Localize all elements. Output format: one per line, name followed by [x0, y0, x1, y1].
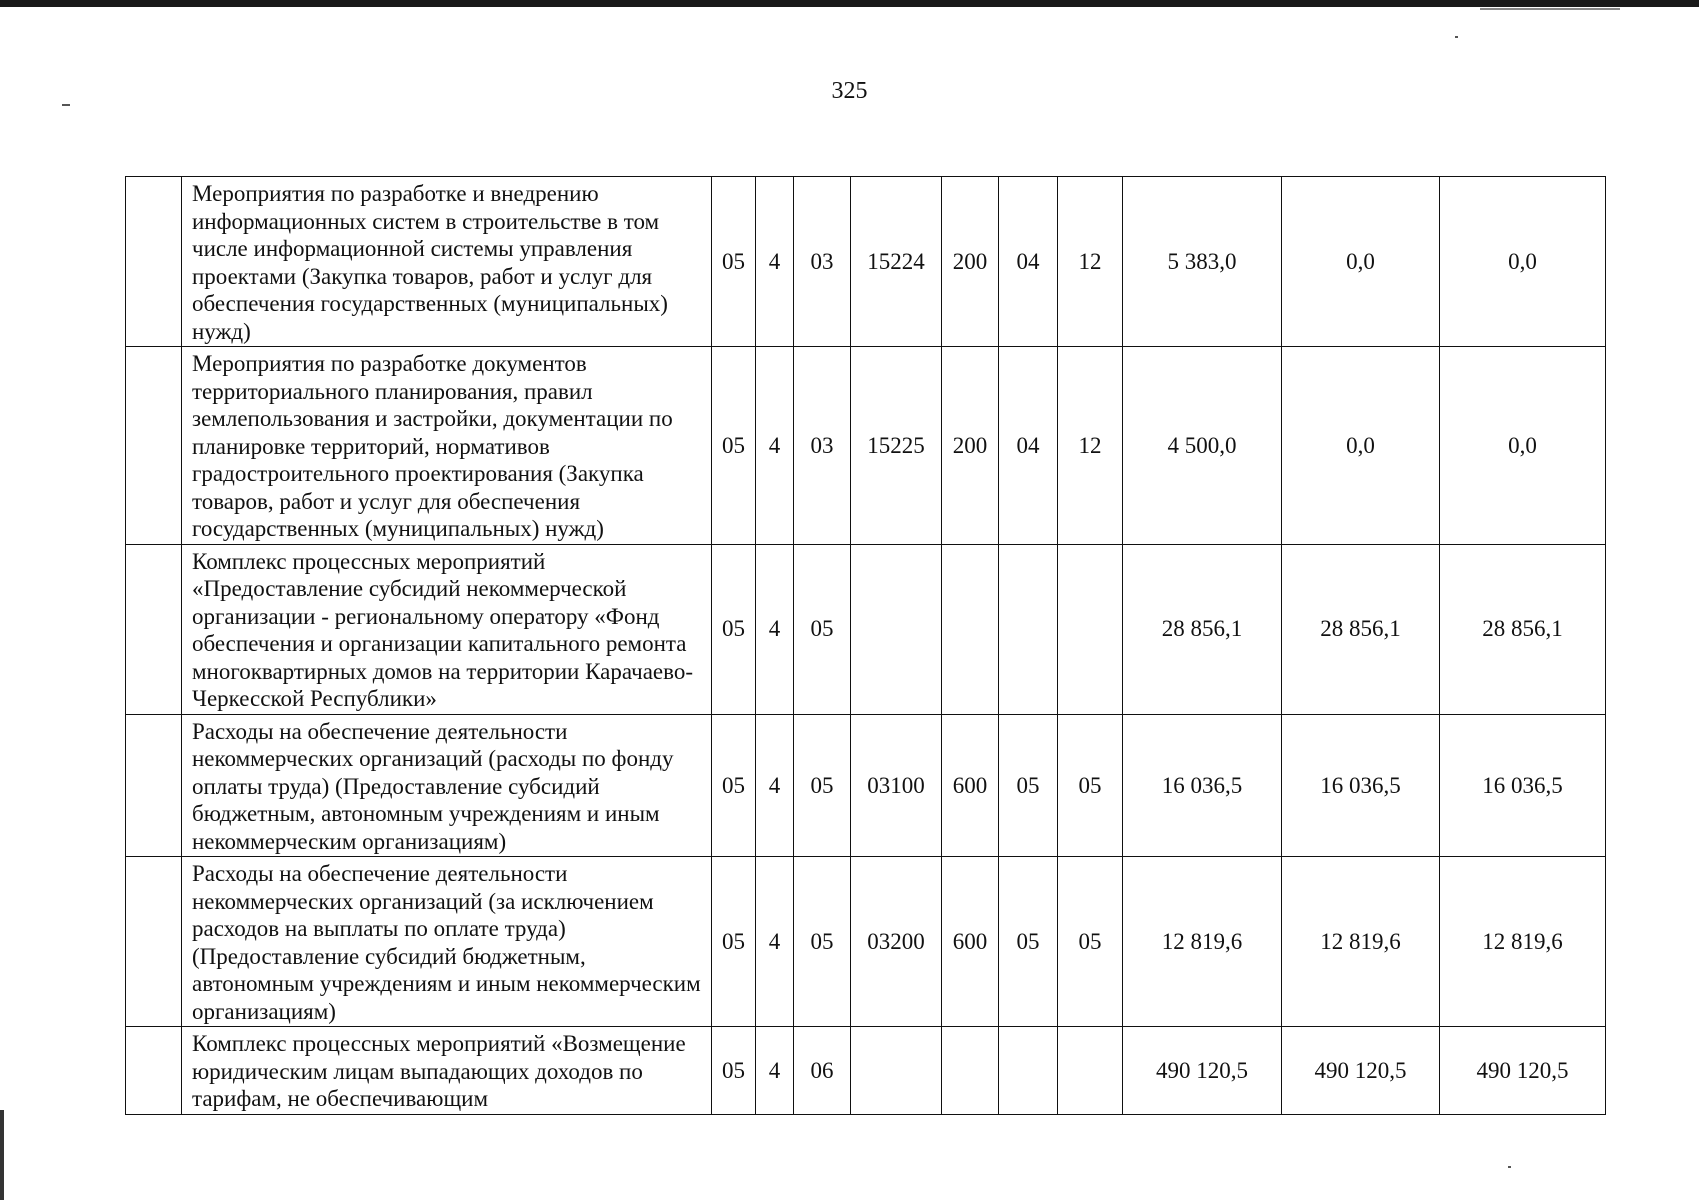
code-program-type: 4 — [756, 544, 794, 714]
code-subsection — [1058, 1027, 1123, 1115]
amount-year-2: 490 120,5 — [1282, 1027, 1440, 1115]
amount-year-3: 16 036,5 — [1440, 714, 1606, 857]
amount-year-3: 490 120,5 — [1440, 1027, 1606, 1115]
amount-year-3: 0,0 — [1440, 347, 1606, 545]
table-row — [126, 347, 1606, 545]
code-subprogram: 06 — [794, 1027, 851, 1115]
row-index-cell — [126, 1027, 182, 1115]
code-program-type: 4 — [756, 857, 794, 1027]
code-subprogram: 05 — [794, 714, 851, 857]
budget-table — [125, 176, 1606, 1115]
code-direction — [851, 1027, 942, 1115]
code-section: 04 — [999, 177, 1058, 347]
code-section — [999, 1027, 1058, 1115]
amount-year-3: 0,0 — [1440, 177, 1606, 347]
code-direction: 03100 — [851, 714, 942, 857]
amount-year-3: 28 856,1 — [1440, 544, 1606, 714]
code-ministry: 05 — [712, 544, 756, 714]
code-subprogram: 05 — [794, 544, 851, 714]
item-name: Мероприятия по разработке документов территориального планирования, правил землепользования и застройки, документации по планировке территорий, нормативов градостроительного проектирования (Закупка товаров, работ и услуг для обеспечения государственных (муниципальных) нужд) — [182, 347, 712, 545]
row-index-cell — [126, 347, 182, 545]
code-direction: 15225 — [851, 347, 942, 545]
row-index-cell — [126, 544, 182, 714]
row-index-cell — [126, 857, 182, 1027]
code-direction — [851, 544, 942, 714]
amount-year-2: 0,0 — [1282, 177, 1440, 347]
table-row — [126, 1027, 1606, 1115]
code-subsection — [1058, 544, 1123, 714]
code-section — [999, 544, 1058, 714]
code-subsection: 12 — [1058, 177, 1123, 347]
code-subsection: 12 — [1058, 347, 1123, 545]
code-expense-type: 600 — [942, 857, 999, 1027]
scan-edge-top — [0, 0, 1699, 7]
item-name: Расходы на обеспечение деятельности некоммерческих организаций (расходы по фонду оплаты труда) (Предоставление субсидий бюджетным, автономным учреждениям и иным некоммерческим организациям) — [182, 714, 712, 857]
code-subsection: 05 — [1058, 857, 1123, 1027]
amount-year-2: 16 036,5 — [1282, 714, 1440, 857]
item-name: Мероприятия по разработке и внедрению информационных систем в строительстве в том числе информационной системы управления проектами (Закупка товаров, работ и услуг для обеспечения государственных (муниципальных) нужд) — [182, 177, 712, 347]
code-ministry: 05 — [712, 347, 756, 545]
code-expense-type: 600 — [942, 714, 999, 857]
code-expense-type — [942, 544, 999, 714]
amount-year-1: 12 819,6 — [1123, 857, 1282, 1027]
code-program-type: 4 — [756, 177, 794, 347]
row-index-cell — [126, 177, 182, 347]
item-name: Расходы на обеспечение деятельности некоммерческих организаций (за исключением расходов на выплаты по оплате труда) (Предоставление субсидий бюджетным, автономным учреждениям и иным некоммерческим организациям) — [182, 857, 712, 1027]
code-ministry: 05 — [712, 857, 756, 1027]
amount-year-1: 4 500,0 — [1123, 347, 1282, 545]
code-subprogram: 05 — [794, 857, 851, 1027]
code-program-type: 4 — [756, 1027, 794, 1115]
amount-year-1: 5 383,0 — [1123, 177, 1282, 347]
table-row — [126, 177, 1606, 347]
code-ministry: 05 — [712, 714, 756, 857]
table-row — [126, 857, 1606, 1027]
code-section: 04 — [999, 347, 1058, 545]
amount-year-2: 0,0 — [1282, 347, 1440, 545]
code-program-type: 4 — [756, 347, 794, 545]
amount-year-2: 28 856,1 — [1282, 544, 1440, 714]
item-name: Комплекс процессных мероприятий «Предоставление субсидий некоммерческой организации - региональному оператору «Фонд обеспечения и организации капитального ремонта многоквартирных домов на территории Карачаево-Черкесской Республики» — [182, 544, 712, 714]
table-row — [126, 714, 1606, 857]
amount-year-3: 12 819,6 — [1440, 857, 1606, 1027]
code-ministry: 05 — [712, 177, 756, 347]
amount-year-2: 12 819,6 — [1282, 857, 1440, 1027]
code-expense-type — [942, 1027, 999, 1115]
page-number: 325 — [831, 78, 868, 104]
scan-speck — [1508, 1166, 1511, 1168]
amount-year-1: 490 120,5 — [1123, 1027, 1282, 1115]
code-subprogram: 03 — [794, 347, 851, 545]
code-subprogram: 03 — [794, 177, 851, 347]
code-ministry: 05 — [712, 1027, 756, 1115]
scan-speck — [1455, 36, 1458, 38]
row-index-cell — [126, 714, 182, 857]
code-subsection: 05 — [1058, 714, 1123, 857]
code-expense-type: 200 — [942, 177, 999, 347]
amount-year-1: 28 856,1 — [1123, 544, 1282, 714]
code-expense-type: 200 — [942, 347, 999, 545]
code-direction: 15224 — [851, 177, 942, 347]
scan-edge-left — [0, 1110, 4, 1200]
code-section: 05 — [999, 714, 1058, 857]
table-row — [126, 544, 1606, 714]
scan-edge-top-faint — [1480, 8, 1620, 10]
item-name: Комплекс процессных мероприятий «Возмещение юридическим лицам выпадающих доходов по тарифам, не обеспечивающим — [182, 1027, 712, 1115]
amount-year-1: 16 036,5 — [1123, 714, 1282, 857]
code-program-type: 4 — [756, 714, 794, 857]
code-direction: 03200 — [851, 857, 942, 1027]
code-section: 05 — [999, 857, 1058, 1027]
